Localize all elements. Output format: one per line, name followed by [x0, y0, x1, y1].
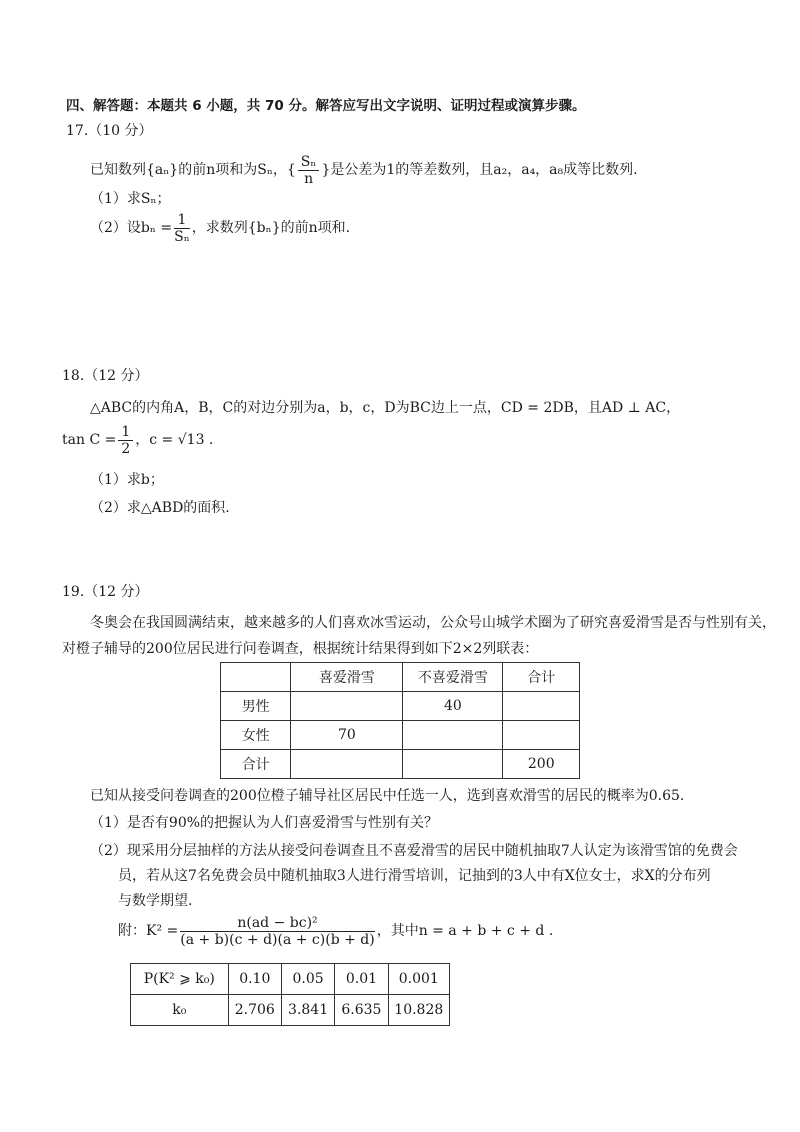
table-cell — [503, 721, 580, 750]
table-header-row — [221, 663, 580, 692]
table-row — [221, 721, 580, 750]
q17-part2-den: Sₙ — [174, 228, 190, 245]
q18-stem2 — [62, 422, 213, 458]
table-cell: 女性 — [221, 721, 291, 750]
q18-frac-num: 1 — [118, 424, 133, 441]
q19-part2-line2: 员，若从这7名免费会员中随机抽取3人进行滑雪培训，记抽到的3人中有X位女士，求X的分布列 — [118, 868, 711, 884]
q17-frac-num: Sₙ — [298, 154, 320, 171]
q18-title: 18.（12 分） — [62, 368, 149, 384]
table-cell: 0.01 — [335, 964, 388, 995]
q17-part2 — [90, 210, 350, 246]
table-cell: 3.841 — [281, 995, 334, 1026]
table-cell: 70 — [291, 721, 403, 750]
section-header: 四、解答题：本题共 6 小题，共 70 分。解答应写出文字说明、证明过程或演算步骤。 — [66, 98, 586, 114]
q17-part2-num: 1 — [174, 212, 190, 229]
table-header-cell: 喜爱滑雪 — [291, 663, 403, 692]
q17-stem-b: }是公差为1的等差数列，且a₂，a₄，a₈成等比数列. — [321, 162, 638, 178]
appendix-num: n(ad − bc)² — [180, 915, 374, 932]
q18-stem2-b: ，c = √13 . — [135, 432, 214, 448]
q18-fraction — [118, 424, 133, 457]
table-cell: P(K² ⩾ k₀) — [131, 964, 229, 995]
table-cell — [503, 692, 580, 721]
table-cell — [291, 692, 403, 721]
table-cell: 40 — [403, 692, 503, 721]
table-cell: 6.635 — [335, 995, 388, 1026]
q19-title: 19.（12 分） — [62, 584, 149, 600]
table-cell: k₀ — [131, 995, 229, 1026]
q17-title: 17.（10 分） — [66, 123, 153, 139]
table-header-cell: 不喜爱滑雪 — [403, 663, 503, 692]
q18-stem2-a: tan C = — [62, 432, 117, 448]
appendix-den: (a + b)(c + d)(a + c)(b + d) — [180, 931, 375, 948]
appendix-fraction — [180, 915, 374, 948]
table-cell: 2.706 — [228, 995, 281, 1026]
table-cell: 0.05 — [281, 964, 334, 995]
table-cell: 0.001 — [388, 964, 449, 995]
q17-part2-fraction — [174, 212, 190, 245]
q19-part2-line1: （2）现采用分层抽样的方法从接受问卷调查且不喜爱滑雪的居民中随机抽取7人认定为该滑雪馆的免费会 — [90, 843, 738, 859]
table-cell — [291, 750, 403, 779]
q17-fraction — [298, 154, 320, 187]
table-cell: 200 — [503, 750, 580, 779]
q19-stem2: 对橙子辅导的200位居民进行问卷调查，根据统计结果得到如下2×2列联表： — [62, 641, 539, 657]
q17-part2-b: ，求数列{bₙ}的前n项和. — [191, 220, 351, 236]
q17-stem — [90, 152, 638, 188]
table-cell: 合计 — [221, 750, 291, 779]
appendix-suffix: ，其中n = a + b + c + d . — [376, 923, 554, 939]
table-cell: 10.828 — [388, 995, 449, 1026]
contingency-table — [220, 662, 580, 779]
q18-frac-den: 2 — [121, 440, 131, 457]
table-cell: 0.10 — [228, 964, 281, 995]
table-header-cell: 合计 — [503, 663, 580, 692]
q19-part1: （1）是否有90%的把握认为人们喜爱滑雪与性别有关？ — [90, 815, 439, 831]
table-row — [221, 750, 580, 779]
q18-part2: （2）求△ABD的面积. — [90, 500, 230, 516]
q19-part2-line3: 与数学期望. — [118, 893, 193, 909]
table-cell — [403, 721, 503, 750]
appendix-prefix: 附：K² = — [118, 923, 179, 939]
q17-part1: （1）求Sₙ； — [90, 191, 171, 207]
table-header-cell — [221, 663, 291, 692]
table-row — [131, 995, 450, 1026]
table-row — [131, 964, 450, 995]
q17-frac-den: n — [304, 170, 314, 187]
q19-appendix — [118, 912, 553, 950]
q17-stem-a: 已知数列{aₙ}的前n项和为Sₙ，{ — [90, 162, 296, 178]
q18-stem1: △ABC的内角A，B，C的对边分别为a，b，c，D为BC边上一点，CD = 2DB，且AD ⊥ AC， — [90, 400, 681, 416]
critical-value-table — [130, 963, 450, 1026]
table-cell: 男性 — [221, 692, 291, 721]
q19-stem1: 冬奥会在我国圆满结束，越来越多的人们喜欢冰雪运动，公众号山城学术圈为了研究喜爱滑雪是否与性别有关， — [90, 615, 776, 631]
table-cell — [403, 750, 503, 779]
q19-given: 已知从接受问卷调查的200位橙子辅导社区居民中任选一人，选到喜欢滑雪的居民的概率为0.65. — [90, 788, 685, 804]
q18-part1: （1）求b； — [90, 472, 164, 488]
q17-part2-a: （2）设bₙ = — [90, 220, 173, 236]
table-row — [221, 692, 580, 721]
